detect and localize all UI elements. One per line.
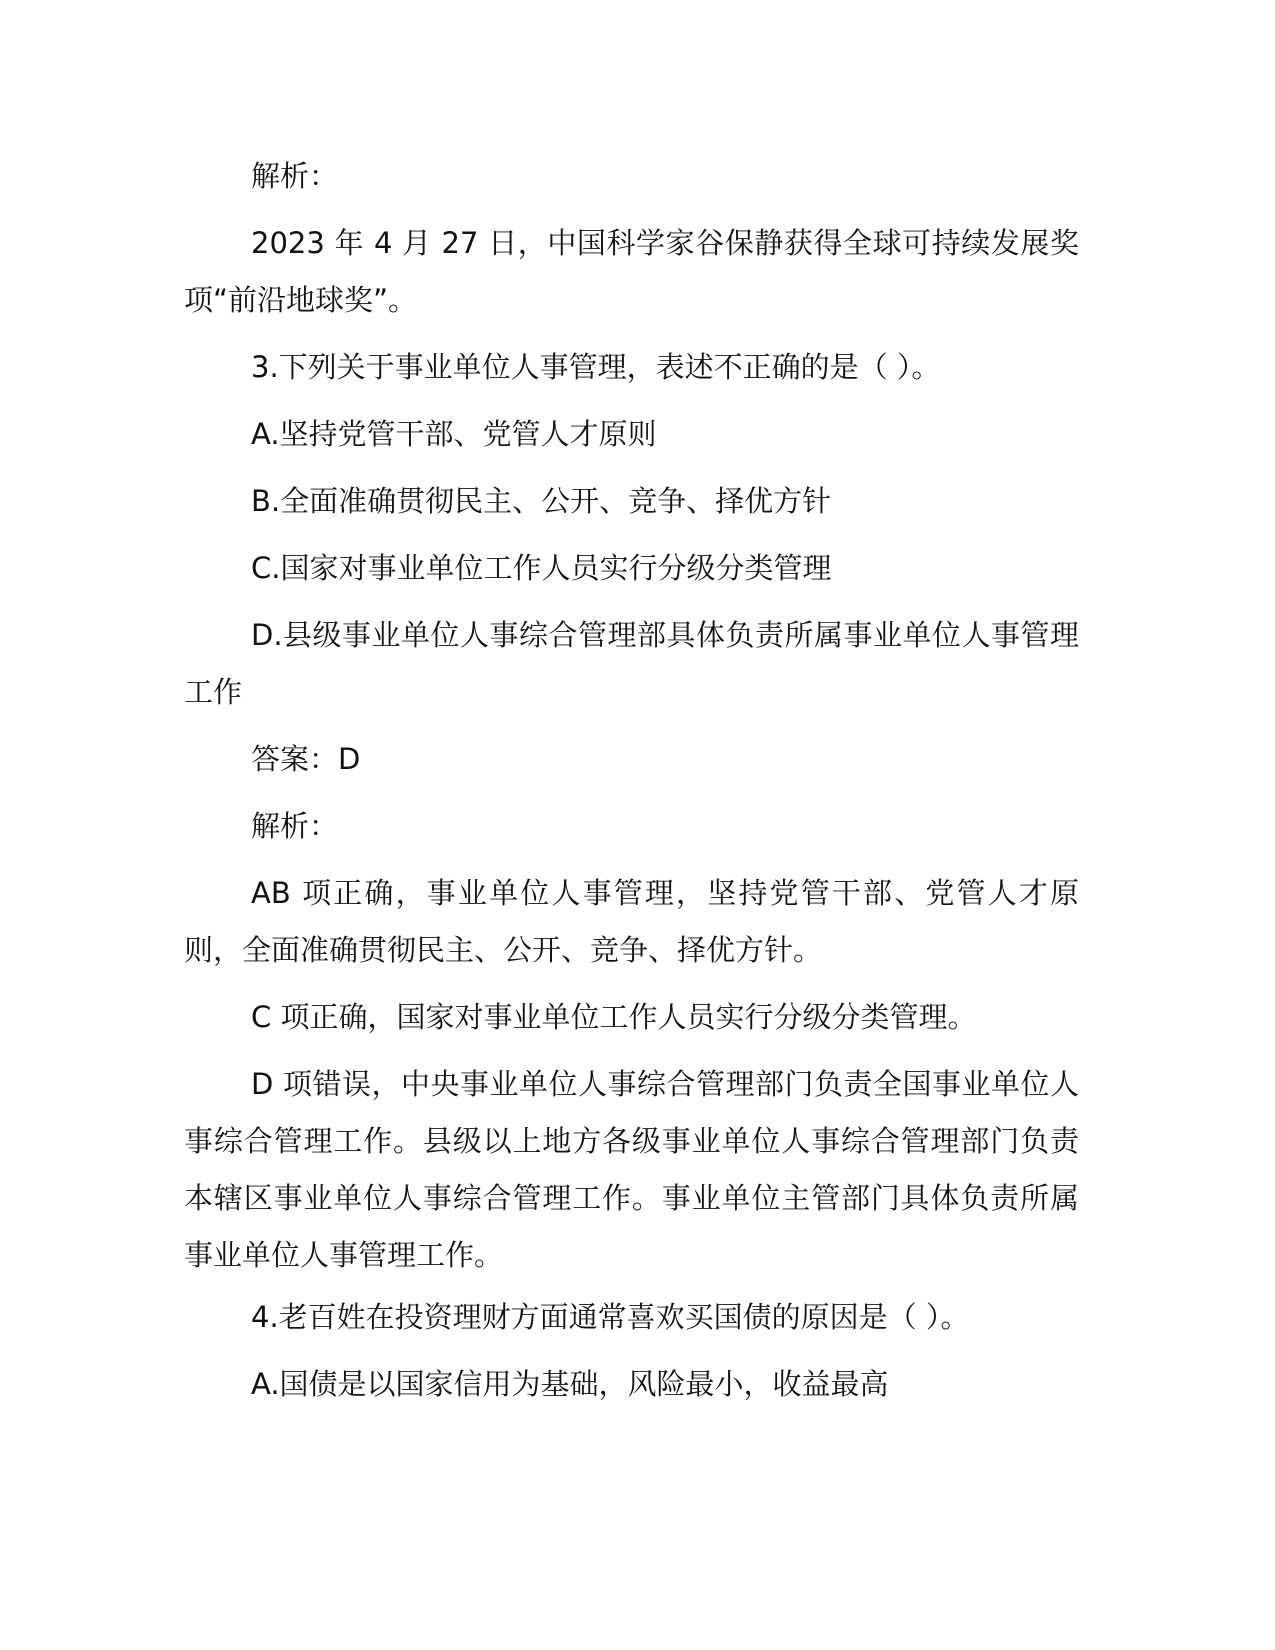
question-3: 3.下列关于事业单位人事管理，表述不正确的是（ ）。 [251, 350, 941, 384]
option-3d: D.县级事业单位人事综合管理部具体负责所属事业单位人事管理工作 [184, 618, 1079, 709]
analysis-3-d: D 项错误，中央事业单位人事综合管理部门负责全国事业单位人事综合管理工作。县级以上地方各级事业单位人事综合管理部门负责本辖区事业单位人事综合管理工作。事业单位主管部门具体负责所属事业单位人事管理工作。 [184, 1067, 1079, 1272]
analysis-label-3: 解析： [251, 809, 339, 843]
option-3a: A.坚持党管干部、党管人才原则 [251, 417, 657, 451]
option-4a: A.国债是以国家信用为基础，风险最小，收益最高 [251, 1367, 889, 1401]
analysis-3-ab: AB 项正确，事业单位人事管理，坚持党管干部、党管人才原则，全面准确贯彻民主、公开、竞争、择优方针。 [184, 876, 1079, 967]
option-3b: B.全面准确贯彻民主、公开、竞争、择优方针 [251, 484, 832, 518]
analysis-3-c: C 项正确，国家对事业单位工作人员实行分级分类管理。 [251, 1000, 977, 1034]
analysis-text-q2: 2023 年 4 月 27 日，中国科学家谷保静获得全球可持续发展奖项“前沿地球奖”。 [184, 226, 1079, 317]
analysis-label-1: 解析： [251, 159, 339, 193]
question-4: 4.老百姓在投资理财方面通常喜欢买国债的原因是（ ）。 [251, 1300, 970, 1334]
answer-3: 答案：D [251, 742, 361, 776]
option-3c: C.国家对事业单位工作人员实行分级分类管理 [251, 551, 832, 585]
